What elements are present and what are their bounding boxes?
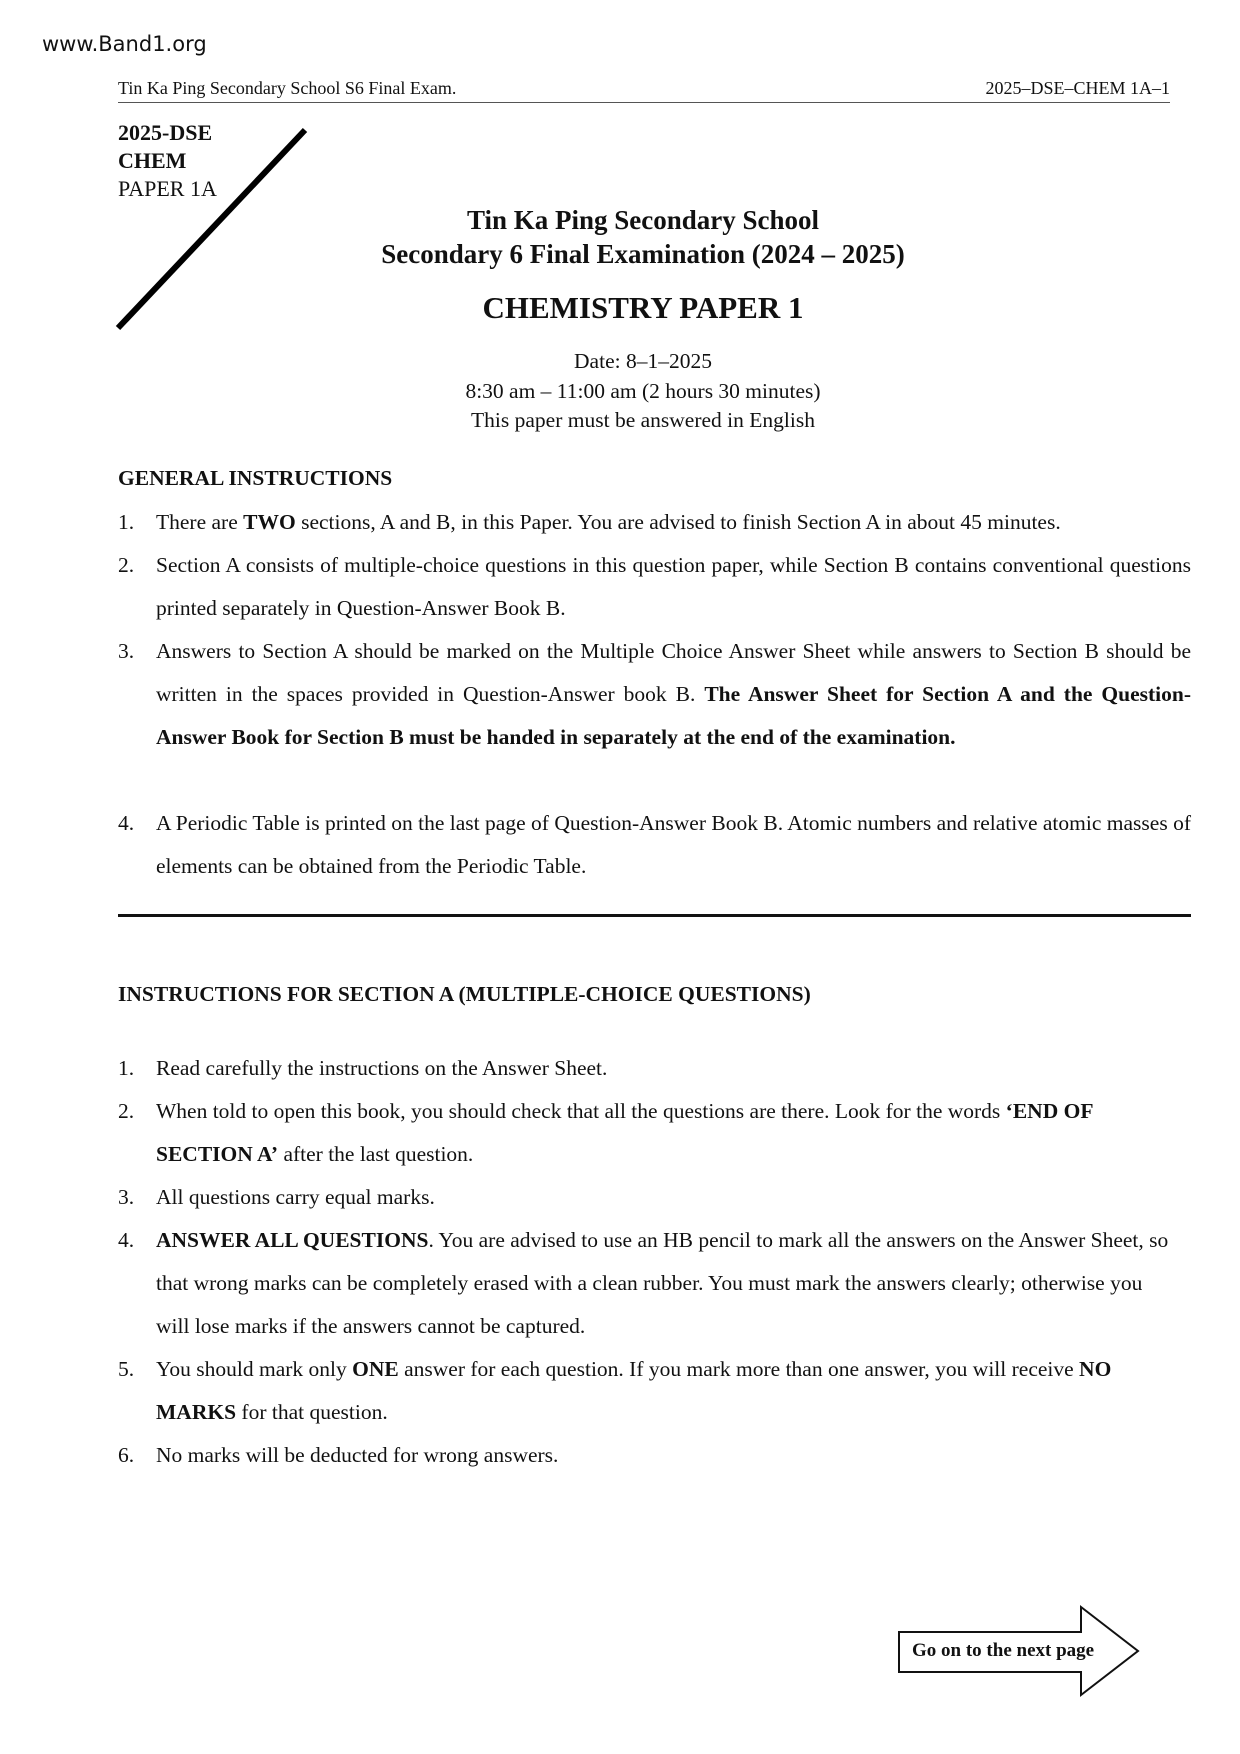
general-item	[118, 630, 1191, 759]
item-number: 3.	[118, 639, 135, 663]
item-number: 2.	[118, 1099, 135, 1123]
paper-code-year: 2025-DSE	[118, 120, 213, 145]
item-text-bold: ONE	[352, 1357, 399, 1381]
section-a-item	[118, 1348, 1218, 1434]
school-name: Tin Ka Ping Secondary School	[466, 205, 820, 235]
item-number: 4.	[118, 811, 135, 835]
item-number: 6.	[118, 1443, 135, 1467]
diagonal-slash	[0, 0, 400, 400]
exam-time: 8:30 am – 11:00 am (2 hours 30 minutes)	[465, 379, 821, 403]
item-text: When told to open this book, you should check that all the questions are there. Look for the words	[156, 1099, 1006, 1123]
item-number: 3.	[118, 1185, 135, 1209]
section-a-item	[118, 1047, 1191, 1090]
item-text: for that question.	[236, 1400, 388, 1424]
item-text: A Periodic Table is printed on the last page of Question-Answer Book B. Atomic numbers and relative atomic masses of elements can be obtained from the Periodic Table.	[156, 811, 1191, 878]
paper-code-subject: CHEM	[118, 148, 187, 173]
watermark: www.Band1.org	[42, 32, 207, 56]
item-text: Section A consists of multiple-choice questions in this question paper, while Section B contains conventional questions printed separately in Question-Answer Book B.	[156, 553, 1191, 620]
section-a-heading: INSTRUCTIONS FOR SECTION A (MULTIPLE-CHOICE QUESTIONS)	[118, 982, 811, 1006]
item-text: Answers to Section A should be marked on the Multiple Choice Answer Sheet while answers to Section B should be written in the spaces provided in Question-Answer book B.	[156, 639, 1191, 706]
section-a-item	[118, 1176, 1191, 1219]
general-instructions-heading: GENERAL INSTRUCTIONS	[118, 466, 393, 490]
section-a-item	[118, 1434, 1191, 1477]
item-text: You should mark only	[156, 1357, 353, 1381]
item-text-bold: TWO	[243, 510, 296, 534]
item-number: 5.	[118, 1357, 135, 1381]
item-text: There are	[156, 510, 244, 534]
item-text: after the last question.	[278, 1142, 474, 1166]
item-number: 4.	[118, 1228, 135, 1252]
general-item	[118, 544, 1191, 630]
section-a-item	[118, 1219, 1218, 1348]
exam-name: Secondary 6 Final Examination (2024 – 2025)	[381, 239, 905, 269]
header-left: Tin Ka Ping Secondary School S6 Final Exam.	[118, 78, 457, 98]
item-text-bold: ANSWER ALL QUESTIONS	[156, 1228, 429, 1252]
item-text-bold: ‘END OF SECTION A’	[156, 1099, 1093, 1166]
next-page-label: Go on to the next page	[912, 1640, 1095, 1661]
paper-code-paper: PAPER 1A	[118, 176, 217, 201]
item-number: 1.	[118, 510, 135, 534]
item-text: . You are advised to use an HB pencil to mark all the answers on the Answer Sheet, so that wrong marks can be completely erased with a clean rubber. You must mark the answers clearly; otherwise you will lose marks if the answers cannot be captured.	[156, 1228, 1169, 1338]
item-text-bold: NO MARKS	[156, 1357, 1112, 1424]
section-a-item	[118, 1090, 1218, 1176]
item-text: answer for each question. If you mark more than one answer, you will receive	[398, 1357, 1080, 1381]
item-text-bold: The Answer Sheet for Section A and the Question-Answer Book for Section B must be handed in separately at the end of the examination.	[156, 682, 1192, 749]
exam-date: Date: 8–1–2025	[574, 349, 712, 373]
item-text: No marks will be deducted for wrong answers.	[156, 1443, 559, 1467]
section-divider	[118, 914, 1191, 917]
item-text: Read carefully the instructions on the Answer Sheet.	[156, 1056, 608, 1080]
exam-language: This paper must be answered in English	[471, 408, 815, 432]
item-number: 2.	[118, 553, 135, 577]
general-item	[118, 501, 1191, 544]
item-text: All questions carry equal marks.	[156, 1185, 435, 1209]
general-item	[118, 802, 1191, 888]
item-text: sections, A and B, in this Paper. You are advised to finish Section A in about 45 minutes.	[295, 510, 1061, 534]
item-number: 1.	[118, 1056, 135, 1080]
header-right: 2025–DSE–CHEM 1A–1	[985, 78, 1170, 98]
paper-title: CHEMISTRY PAPER 1	[482, 290, 804, 325]
